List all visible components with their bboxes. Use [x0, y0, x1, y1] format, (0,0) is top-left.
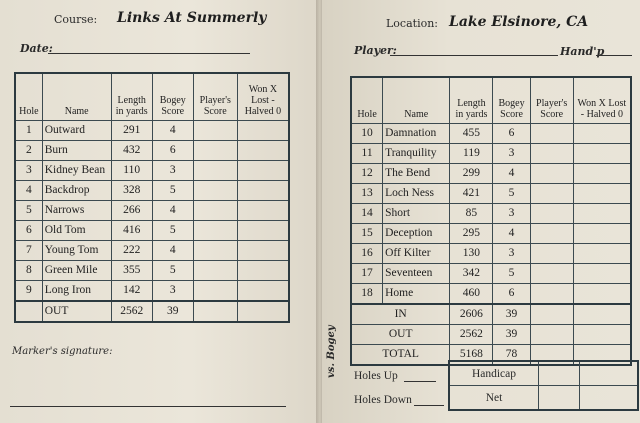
- won-lost-cell[interactable]: [237, 260, 289, 280]
- out-player-score[interactable]: [193, 301, 237, 322]
- header-name: Name: [42, 73, 111, 120]
- hole-length: 130: [450, 243, 493, 263]
- total-row: [351, 304, 631, 325]
- hole-number: 8: [15, 260, 42, 280]
- location-label: Location:: [386, 17, 438, 30]
- total-length: 2606: [450, 304, 493, 325]
- hole-bogey: 4: [152, 200, 193, 220]
- hole-number: 13: [351, 183, 383, 203]
- hole-length: 110: [111, 160, 152, 180]
- hole-name: Kidney Bean: [42, 160, 111, 180]
- hole-length: 295: [450, 223, 493, 243]
- hole-length: 342: [450, 263, 493, 283]
- won-lost-cell[interactable]: [237, 180, 289, 200]
- hole-bogey: 6: [152, 140, 193, 160]
- handicap-net-table: [448, 360, 639, 411]
- hole-bogey: 4: [493, 223, 530, 243]
- hole-name: Deception: [383, 223, 450, 243]
- hole-bogey: 3: [493, 203, 530, 223]
- hole-number: 15: [351, 223, 383, 243]
- hole-length: 432: [111, 140, 152, 160]
- won-lost-cell[interactable]: [237, 200, 289, 220]
- player-label: Player:: [354, 44, 397, 57]
- hole-number: 11: [351, 143, 383, 163]
- hole-number: 4: [15, 180, 42, 200]
- player-score-cell[interactable]: [530, 203, 573, 223]
- holes-up-blank[interactable]: [404, 381, 436, 382]
- hole-row: [351, 243, 631, 263]
- hole-name: Burn: [42, 140, 111, 160]
- hole-row: [351, 183, 631, 203]
- won-lost-cell[interactable]: [573, 143, 631, 163]
- won-lost-cell[interactable]: [573, 263, 631, 283]
- header-player-score: Player's Score: [530, 77, 573, 123]
- scorecard-left-page: [0, 0, 318, 423]
- won-lost-cell[interactable]: [237, 220, 289, 240]
- won-lost-cell[interactable]: [573, 123, 631, 143]
- hole-number: 6: [15, 220, 42, 240]
- total-length: 5168: [450, 344, 493, 365]
- hole-bogey: 3: [152, 280, 193, 301]
- total-label: OUT: [351, 324, 450, 344]
- date-line[interactable]: [48, 53, 250, 54]
- header-player-score: Player's Score: [193, 73, 237, 120]
- won-lost-cell[interactable]: [237, 160, 289, 180]
- hole-bogey: 5: [493, 183, 530, 203]
- header-length: Length in yards: [450, 77, 493, 123]
- hole-length: 222: [111, 240, 152, 260]
- player-score-cell[interactable]: [530, 163, 573, 183]
- hole-row: [351, 163, 631, 183]
- out-total-row: [15, 301, 289, 322]
- header-name: Name: [383, 77, 450, 123]
- hole-name: Young Tom: [42, 240, 111, 260]
- won-lost-cell[interactable]: [573, 183, 631, 203]
- player-score-cell[interactable]: [530, 123, 573, 143]
- handicap-label: Hand'p: [560, 45, 605, 58]
- hole-bogey: 6: [493, 283, 530, 304]
- total-row: [351, 324, 631, 344]
- hole-length: 299: [450, 163, 493, 183]
- total-length: 2562: [450, 324, 493, 344]
- date-label: Date:: [20, 42, 53, 55]
- player-score-cell[interactable]: [193, 180, 237, 200]
- player-score-cell[interactable]: [193, 120, 237, 140]
- holes-down-label: Holes Down: [354, 394, 412, 406]
- won-lost-cell[interactable]: [573, 203, 631, 223]
- total-bogey: 39: [493, 304, 530, 325]
- hole-row: [15, 120, 289, 140]
- hole-length: 355: [111, 260, 152, 280]
- hole-length: 291: [111, 120, 152, 140]
- hole-row: [351, 143, 631, 163]
- handicap-player-cell[interactable]: [539, 361, 580, 386]
- player-score-cell[interactable]: [193, 240, 237, 260]
- player-score-cell[interactable]: [193, 220, 237, 240]
- player-score-cell[interactable]: [193, 160, 237, 180]
- won-lost-cell[interactable]: [237, 140, 289, 160]
- hole-row: [15, 240, 289, 260]
- won-lost-cell[interactable]: [237, 120, 289, 140]
- hole-number: 17: [351, 263, 383, 283]
- won-lost-cell[interactable]: [573, 283, 631, 304]
- hole-name: Narrows: [42, 200, 111, 220]
- hole-bogey: 5: [152, 180, 193, 200]
- hole-bogey: 5: [152, 220, 193, 240]
- total-bogey: 78: [493, 344, 530, 365]
- hole-bogey: 3: [493, 143, 530, 163]
- player-score-cell[interactable]: [193, 200, 237, 220]
- player-score-cell[interactable]: [193, 260, 237, 280]
- total-player-score[interactable]: [530, 324, 573, 344]
- handicap-box-label: Handicap: [449, 361, 539, 386]
- hole-length: 85: [450, 203, 493, 223]
- hole-number: 16: [351, 243, 383, 263]
- hole-name: The Bend: [383, 163, 450, 183]
- holes-up-label: Holes Up: [354, 370, 398, 382]
- player-score-cell[interactable]: [530, 243, 573, 263]
- hole-bogey: 4: [493, 163, 530, 183]
- net-result-cell[interactable]: [580, 386, 639, 411]
- hole-bogey: 5: [493, 263, 530, 283]
- total-won-lost[interactable]: [573, 304, 631, 325]
- header-won-lost: Won X Lost - Halved 0: [237, 73, 289, 120]
- hole-name: Long Iron: [42, 280, 111, 301]
- header-length: Length in yards: [111, 73, 152, 120]
- total-label: IN: [351, 304, 450, 325]
- hole-row: [15, 200, 289, 220]
- front-nine-table: [14, 72, 290, 323]
- net-box-label: Net: [449, 386, 539, 411]
- hole-name: Home: [383, 283, 450, 304]
- header-hole: Hole: [351, 77, 383, 123]
- hole-length: 421: [450, 183, 493, 203]
- hole-bogey: 4: [152, 240, 193, 260]
- hole-number: 3: [15, 160, 42, 180]
- won-lost-cell[interactable]: [573, 243, 631, 263]
- hole-name: Old Tom: [42, 220, 111, 240]
- net-player-cell[interactable]: [539, 386, 580, 411]
- hole-bogey: 3: [493, 243, 530, 263]
- hole-length: 119: [450, 143, 493, 163]
- hole-bogey: 3: [152, 160, 193, 180]
- out-won-lost[interactable]: [237, 301, 289, 322]
- total-player-score[interactable]: [530, 304, 573, 325]
- hole-row: [351, 283, 631, 304]
- hole-number: 7: [15, 240, 42, 260]
- hole-row: [15, 260, 289, 280]
- hole-name: Outward: [42, 120, 111, 140]
- player-score-cell[interactable]: [530, 263, 573, 283]
- won-lost-cell[interactable]: [573, 223, 631, 243]
- out-bogey: 39: [152, 301, 193, 322]
- hole-name: Off Kilter: [383, 243, 450, 263]
- hole-number: 1: [15, 120, 42, 140]
- total-won-lost[interactable]: [573, 324, 631, 344]
- hole-number: 12: [351, 163, 383, 183]
- hole-name: Loch Ness: [383, 183, 450, 203]
- holes-up-row: [354, 370, 436, 382]
- won-lost-cell[interactable]: [237, 280, 289, 301]
- hole-name: Green Mile: [42, 260, 111, 280]
- player-score-cell[interactable]: [193, 280, 237, 301]
- hole-length: 328: [111, 180, 152, 200]
- player-score-cell[interactable]: [530, 143, 573, 163]
- header-won-lost: Won X Lost - Halved 0: [573, 77, 631, 123]
- hole-number: 9: [15, 280, 42, 301]
- hole-row: [351, 223, 631, 243]
- hole-length: 416: [111, 220, 152, 240]
- handicap-result-cell[interactable]: [580, 361, 639, 386]
- handicap-line[interactable]: [596, 55, 632, 56]
- won-lost-cell[interactable]: [573, 163, 631, 183]
- out-blank: [15, 301, 42, 322]
- location-name: Lake Elsinore, CA: [449, 14, 589, 30]
- won-lost-cell[interactable]: [237, 240, 289, 260]
- hole-row: [351, 123, 631, 143]
- hole-row: [351, 203, 631, 223]
- vs-bogey-label: vs. Bogey: [326, 325, 337, 378]
- hole-length: 266: [111, 200, 152, 220]
- hole-number: 10: [351, 123, 383, 143]
- hole-bogey: 5: [152, 260, 193, 280]
- hole-name: Backdrop: [42, 180, 111, 200]
- header-hole: Hole: [15, 73, 42, 120]
- hole-number: 18: [351, 283, 383, 304]
- holes-down-blank[interactable]: [414, 405, 444, 406]
- course-name: Links At Summerly: [117, 10, 267, 26]
- total-label: TOTAL: [351, 344, 450, 365]
- hole-length: 460: [450, 283, 493, 304]
- out-label: OUT: [42, 301, 111, 322]
- hole-number: 2: [15, 140, 42, 160]
- marker-signature-label: Marker's signature:: [12, 346, 113, 357]
- hole-name: Seventeen: [383, 263, 450, 283]
- back-nine-table: [350, 76, 632, 366]
- hole-row: [15, 280, 289, 301]
- hole-row: [15, 160, 289, 180]
- hole-name: Short: [383, 203, 450, 223]
- holes-down-row: [354, 394, 444, 406]
- hole-length: 455: [450, 123, 493, 143]
- hole-name: Tranquility: [383, 143, 450, 163]
- hole-number: 5: [15, 200, 42, 220]
- out-length: 2562: [111, 301, 152, 322]
- hole-name: Damnation: [383, 123, 450, 143]
- total-bogey: 39: [493, 324, 530, 344]
- player-score-cell[interactable]: [530, 223, 573, 243]
- header-bogey: Bogey Score: [493, 77, 530, 123]
- hole-row: [15, 220, 289, 240]
- hole-bogey: 4: [152, 120, 193, 140]
- header-bogey: Bogey Score: [152, 73, 193, 120]
- player-line[interactable]: [390, 55, 558, 56]
- course-label: Course:: [54, 13, 98, 26]
- player-score-cell[interactable]: [530, 183, 573, 203]
- hole-bogey: 6: [493, 123, 530, 143]
- hole-row: [15, 140, 289, 160]
- hole-length: 142: [111, 280, 152, 301]
- hole-row: [351, 263, 631, 283]
- hole-row: [15, 180, 289, 200]
- marker-signature-line[interactable]: [10, 406, 286, 407]
- player-score-cell[interactable]: [193, 140, 237, 160]
- hole-number: 14: [351, 203, 383, 223]
- player-score-cell[interactable]: [530, 283, 573, 304]
